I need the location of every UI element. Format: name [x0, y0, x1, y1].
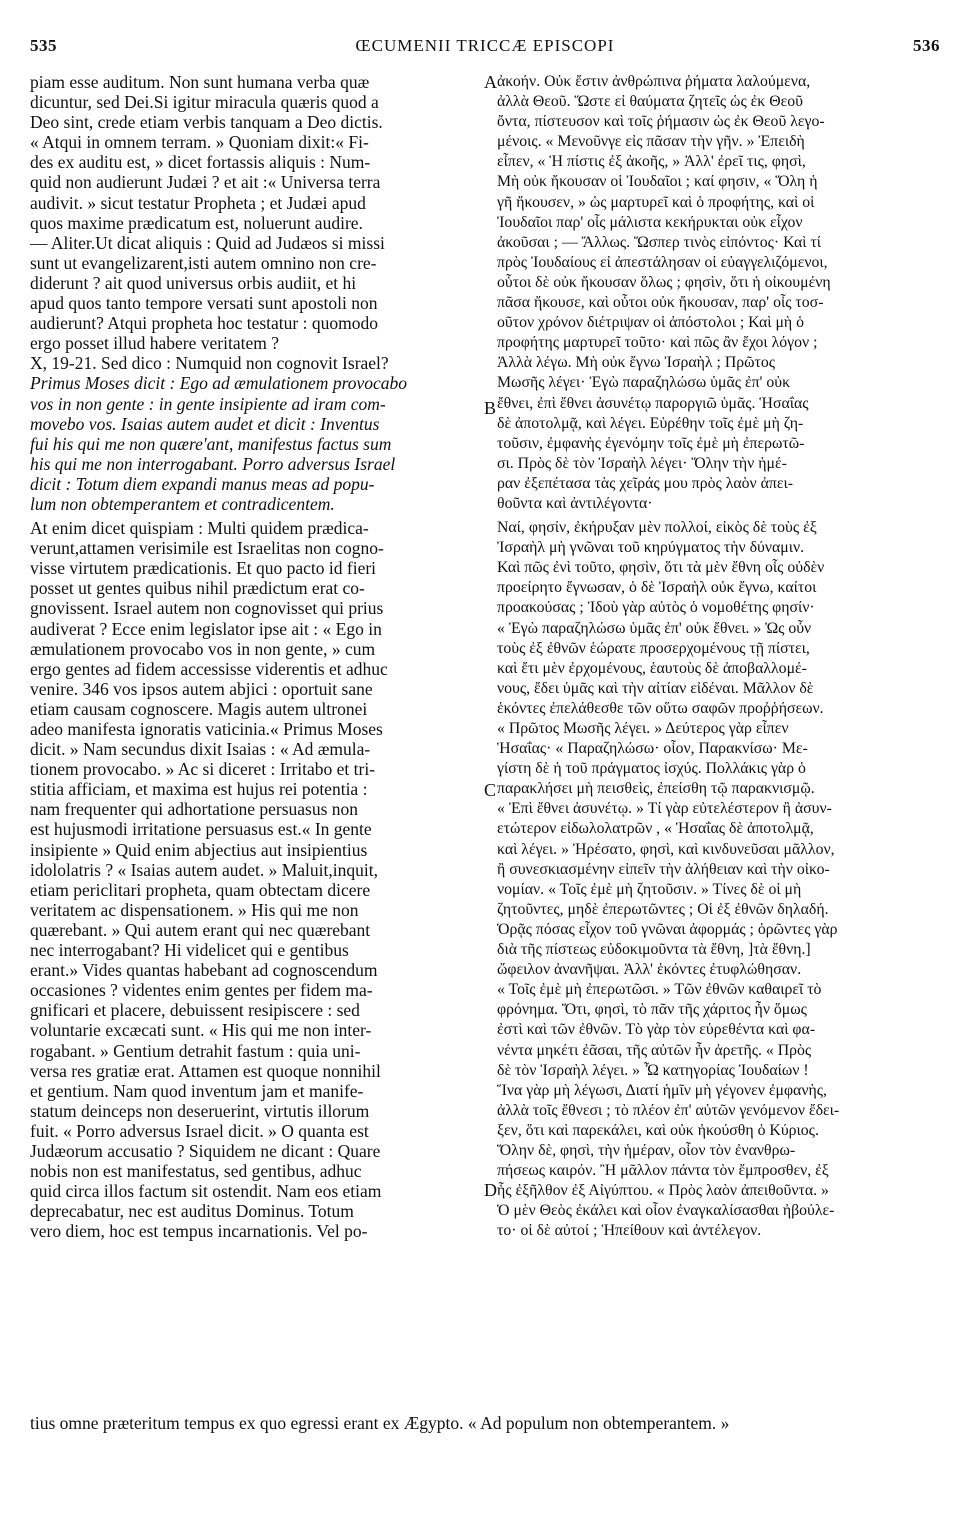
page-number-left: 535 — [30, 36, 57, 55]
text-line: insipiente » Quid enim abjectius aut insipientius — [30, 839, 368, 860]
text-line: fuit. « Porro adversus Israel dicit. » O quanta est — [30, 1120, 369, 1141]
text-line: dicit : Totum diem expandi manus meas ad popu- — [30, 473, 375, 494]
section-marker-c: C — [484, 780, 497, 800]
text-line: φρόνημα. Ὅτι, φησὶ, τὸ πᾶν τῆς χάριτος ἦν ὅμως — [497, 1001, 807, 1019]
text-line: Ἡσαΐας· « Παραζηλώσω· οἷον, Παρακνίσω· Με- — [497, 740, 808, 758]
text-line: Ἀλλὰ λέγω. Μὴ οὐκ ἔγνω Ἰσραὴλ ; Πρῶτος — [497, 354, 776, 372]
text-line: audiverat ? Ecce enim legislator ipse ait : « Ego in — [30, 618, 382, 639]
text-line: ζητοῦντες, μηδὲ ἐπερωτῶντες ; Οἱ ἐξ ἐθνῶν δηλαδή. — [497, 900, 829, 918]
text-line: At enim dicet quispiam : Multi quidem prædica- — [30, 518, 369, 539]
text-line: ἐστὶ καὶ τῶν ἐθνῶν. Τὸ γὰρ τὸν εὑρεθέντα καὶ φα- — [497, 1021, 816, 1039]
text-line: « Ἐγὼ παραζηλώσω ὑμᾶς ἐπ' οὐκ ἔθνει. » Ὡς οὖν — [497, 619, 812, 637]
text-line: Μὴ οὐκ ἤκουσαν οἱ Ἰουδαῖοι ; καί φησιν, « Ὅλη ἡ — [497, 173, 818, 191]
text-line: ἔθνει, ἐπὶ ἔθνει ἀσυνέτῳ παροργιῶ ὑμᾶς. Ἡσαΐας — [497, 394, 809, 412]
text-line: gnovissent. Israel autem non cognovisset qui prius — [30, 598, 384, 619]
section-marker-d: D — [484, 1180, 497, 1200]
text-line: — Aliter.Ut dicat aliquis : Quid ad Judæos si missi — [30, 232, 385, 253]
text-line: fui his qui me non quære'ant, manifestus factus sum — [30, 433, 392, 454]
text-line: etiam periclitari propheta, quam obtectam dicere — [30, 879, 371, 900]
text-line: προακούσας ; Ἰδοὺ γὰρ αὐτὸς ὁ νομοθέτης φησίν· — [497, 599, 815, 617]
text-line: piam esse auditum. Non sunt humana verba quæ — [30, 72, 370, 92]
text-line: diderunt ? ait quod universus orbis audiit, et hi — [30, 272, 357, 293]
text-line: ὤφειλον ἀνανῆψαι. Ἀλλ' ἑκόντες ἐτυφλώθησαν. — [497, 961, 802, 979]
text-line: quos maxime prædicatum est, noluerunt audire. — [30, 212, 363, 233]
text-line: « Τοῖς ἐμὲ μὴ ἐπερωτῶσι. » Τῶν ἐθνῶν καθαιρεῖ τὸ — [497, 981, 822, 999]
text-line: visse virtutem prædicationis. Et quo pacto id fieri — [30, 558, 377, 579]
text-line: πᾶσα ἤκουσε, καὶ οὗτοι οὐκ ἤκουσαν, παρ' οἷς τοσ- — [497, 294, 824, 312]
text-line: movebo vos. Isaias autem audet et dicit : Inventus — [30, 413, 380, 434]
text-line: vero diem, hoc est tempus incarnationis. Vel po- — [30, 1221, 368, 1242]
text-line: æmulationem provocabo vos in non gente, » cum — [30, 638, 376, 659]
text-line: Ὁρᾷς πόσας εἶχον τοῦ γνῶναι ἀφορμάς ; ὁρῶντες γὰρ — [497, 920, 838, 938]
text-line: ἀκοήν. Οὐκ ἔστιν ἀνθρώπινα ῥήματα λαλούμενα, — [497, 73, 811, 90]
text-line: « Πρῶτος Μωσῆς λέγει. » Δεύτερος γὰρ εἶπεν — [497, 720, 789, 737]
text-line: γίστη δὲ ἡ τοῦ πράγματος ἰσχύς. Πολλάκις γὰρ ὁ — [497, 760, 806, 778]
text-line: nam frequenter qui adhortatione persuasus non — [30, 799, 359, 820]
text-line: ἑκόντες ἐπελάθεσθε τῶν οὕτω σαφῶν προῤῥήσεων. — [497, 699, 824, 717]
text-line: Judæorum accusatio ? Siquidem ne dicant : Quare — [30, 1140, 381, 1161]
page-number-right: 536 — [913, 36, 940, 55]
text-line: Ὅλην δὲ, φησὶ, τὴν ἡμέραν, οἷον τὸν ἐνανθρω- — [497, 1141, 796, 1159]
text-line: ἀκοῦσαι ; — Ἄλλως. Ὥσπερ τινὸς εἰπόντος· Καὶ τί — [497, 233, 822, 251]
text-line: δὲ ἀποτολμᾷ, καὶ λέγει. Εὑρέθην τοῖς ἐμὲ μὴ ζη- — [497, 414, 804, 432]
text-line: veritatem ac dispensationem. » His qui me non — [30, 899, 359, 920]
text-line: idololatris ? « Isaias autem audet. » Maluit,inquit, — [30, 859, 378, 880]
text-line: verunt,attamen verisimile est Israelitas non cogno- — [30, 538, 384, 559]
text-line: τοῦσιν, ἐμφανὴς ἐγενόμην τοῖς ἐμὲ μὴ ἐπερωτῶ- — [497, 434, 805, 452]
text-line: νους, ἔδει ὑμᾶς καὶ τὴν αἰτίαν εἰδέναι. Μᾶλλον δὲ — [497, 679, 814, 697]
text-line: διὰ τῆς πίστεως εὐδοκιμοῦντα τὰ ἔθνη, ]τὰ ἔθνη.] — [497, 941, 811, 959]
text-line: audierunt? Atqui propheta hoc testatur : quomodo — [30, 313, 378, 334]
running-title: ŒCUMENII TRICCÆ EPISCOPI — [355, 36, 615, 55]
text-line: Ναί, φησίν, ἐκήρυξαν μὲν πολλοί, εἰκὸς δὲ τοὺς ἐξ — [497, 519, 817, 537]
text-line: το· οἱ δὲ αὐτοί ; Ἠπείθουν καὶ ἀντέλεγον. — [497, 1222, 762, 1240]
text-line: πήσεως καιρόν. Ἢ μᾶλλον πάντα τὸν ἔμπροσθεν, ἐξ — [497, 1162, 829, 1180]
text-line: οῦτον χρόνον διέτριψαν οἱ ἀπόστολοι ; Καὶ μὴ ὁ — [497, 314, 805, 332]
text-line: dicuntur, sed Dei.Si igitur miracula quæris quod a — [30, 92, 379, 113]
text-line: τοὺς ἐξ ἐθνῶν ἑώρατε προσερχομένους τῇ πίστει, — [497, 639, 810, 657]
text-line: Primus Moses dicit : Ego ad æmulationem provocabo — [30, 373, 408, 394]
text-line: his qui me non interrogabant. Porro adversus Israel — [30, 453, 396, 474]
text-line: νέντα μηκέτι ἐᾶσαι, τῆς αὐτῶν ἦν ἀρετῆς. « Πρὸς — [497, 1041, 812, 1059]
text-line: οὗτοι δὲ οὐκ ἤκουσαν ὅλως ; φησὶν, ὅτι ἡ οἰκουμένη — [497, 273, 831, 291]
text-line: ετώτερον εἰδωλολατρῶν , « Ἡσαΐας δὲ ἀποτολμᾷ, — [497, 820, 814, 838]
text-line: nec interrogabant? Hi videlicet qui e gentibus — [30, 940, 349, 961]
text-line: ξεν, ὅτι καὶ παρεκάλει, καὶ οὐκ ἠκούσθη ὁ Κύριος. — [497, 1121, 819, 1139]
text-line: occasiones ? videntes enim gentes per fidem ma- — [30, 980, 373, 1001]
text-line: quærebant. » Qui autem erant qui nec quærebant — [30, 919, 371, 940]
text-line: adeo manifesta ignoratis vaticinia.« Primus Moses — [30, 719, 383, 739]
text-line: εἶπεν, « Ἡ πίστις ἐξ ἀκοῆς, » Ἀλλ' ἐρεῖ τις, φησὶ, — [497, 153, 806, 171]
text-line: Καὶ πῶς ἐνὶ τοῦτο, φησὶν, ὅτι τὰ μὲν ἔθνη οἷς οὐδὲν — [497, 559, 825, 577]
text-line: erant.» Vides quantas habebant ad cognoscendum — [30, 960, 378, 981]
text-line: Ἵνα γὰρ μὴ λέγωσι, Διατί ἡμῖν μὴ γέγονεν ἐμφανὴς, — [497, 1081, 827, 1099]
text-line: δὲ τὸν Ἰσραὴλ λέγει. » Ὦ κατηγορίας Ἰουδαίων ! — [497, 1061, 809, 1079]
text-line: quid circa illos factum sit ostendit. Nam eos etiam — [30, 1181, 382, 1202]
text-line: ergo gentes ad fidem accessisse viderentis et adhuc — [30, 658, 388, 679]
text-line: νομίαν. « Τοῖς ἐμὲ μὴ ζητοῦσιν. » Τίνες δὲ οἱ μὴ — [497, 880, 802, 898]
text-line: Ὁ μὲν Θεὸς ἐκάλει καὶ οἷον ἐναγκαλίσασθαι ἠβούλε- — [497, 1202, 835, 1220]
text-line: quid non audierunt Judæi ? et ait :« Universa terra — [30, 172, 381, 193]
text-line: nobis non est manifestatus, sed gentibus, adhuc — [30, 1161, 362, 1182]
text-line: « Ἐπὶ ἔθνει ἀσυνέτῳ. » Τί γὰρ εὐτελέστερον ἢ ἀσυν- — [497, 800, 832, 818]
page-header — [30, 36, 940, 60]
text-line: des ex auditu est, » dicet fortassis aliquis : Num- — [30, 152, 371, 173]
text-line: ergo posset illud habere veritatem ? — [30, 333, 279, 354]
text-line: dicit. » Nam secundus dixit Isaias : « Ad æmula- — [30, 739, 371, 760]
text-line: ὄντα, πίστευσον καὶ τοῖς ῥήμασιν ὡς ἐκ Θεοῦ λεγο- — [497, 113, 825, 131]
text-line: gnificari et placere, debuissent resipiscere : sed — [30, 1000, 360, 1021]
text-line: ἀλλὰ Θεοῦ. Ὥστε εἰ θαύματα ζητεῖς ὡς ἐκ Θεοῦ — [497, 93, 803, 111]
text-line: lum non obtemperantem et contradicentem. — [30, 493, 335, 514]
text-line: venire. 346 vos ipsos autem abjici : oportuit sane — [30, 678, 373, 699]
section-marker-b: B — [484, 398, 497, 418]
text-line: audivit. » sicut testatur Propheta ; et Judæi apud — [30, 192, 366, 213]
text-line: vos in non gente : in gente insipiente ad iram com- — [30, 393, 386, 414]
bottom-full-width-line: tius omne præteritum tempus ex quo egressi erant ex Ægypto. « Ad populum non obtemperantem. » — [30, 1413, 730, 1433]
text-line: Ἰσραὴλ μὴ γνῶναι τοῦ κηρύγματος τὴν δύναμιν. — [497, 539, 805, 557]
text-line: rogabant. » Gentium detrahit fastum : quia uni- — [30, 1040, 361, 1061]
latin-column — [30, 72, 482, 1241]
text-line: καὶ λέγει. » Ἠρέσατο, φησὶ, καὶ κινδυνεῦσαι μᾶλλον, — [497, 840, 835, 858]
text-line: θοῦντα καὶ ἀντιλέγοντα· — [497, 494, 653, 512]
text-line: voluntarie excæcati sunt. « His qui me non inter- — [30, 1020, 372, 1041]
text-line: γῆ ἤκουσεν, » ὡς μαρτυρεῖ καὶ ὁ προφήτης, καὶ οἱ — [497, 193, 815, 211]
text-line: stitia afficiam, et maxima est hujus rei potentia : — [30, 779, 368, 800]
text-line: est hujusmodi irritatione persuasus est.« In gente — [30, 819, 372, 840]
text-line: etiam causam cognoscere. Magis autem ultronei — [30, 698, 368, 719]
text-line: σι. Πρὸς δὲ τὸν Ἰσραὴλ λέγει· Ὅλην τὴν ἡμέ- — [497, 454, 787, 472]
text-line: προφήτης μαρτυρεῖ τοῦτο· καὶ πῶς ἂν ἔχοι λόγον ; — [497, 334, 818, 352]
text-line: Ἰουδαῖοι παρ' οἷς μάλιστα κεκήρυκται οὐκ εἶχον — [497, 213, 803, 231]
text-line: tionem provocabo. » Ac si diceret : Irritabo et tri- — [30, 759, 376, 780]
text-line: versa res gratiæ erat. Attamen est quoque nonnihil — [30, 1060, 381, 1081]
text-line: παρακλήσει μὴ πεισθεὶς, ἐπείσθη τῷ παρακνισμῷ. — [497, 780, 815, 798]
text-line: statum deinceps non deseruerint, virtutis illorum — [30, 1100, 370, 1121]
text-line: apud quos tanto tempore versati sunt apostoli non — [30, 293, 378, 314]
text-line: X, 19-21. Sed dico : Numquid non cognovit Israel? — [30, 353, 389, 374]
text-line: Μωσῆς λέγει· Ἐγὼ παραζηλώσω ὑμᾶς ἐπ' οὐκ — [497, 374, 791, 392]
text-line: ἢ συνεσκιασμένην εἰπεῖν τὴν ἀλήθειαν καὶ τὴν οἰκο- — [497, 860, 830, 878]
text-line: μένοις. « Μενοῦνγε εἰς πᾶσαν τὴν γῆν. » Ἐπειδὴ — [497, 133, 805, 151]
text-line: sunt ut evangelizarent,isti autem omnino non cre- — [30, 252, 377, 273]
text-line: posset ut gentes quibus nihil prædictum erat co- — [30, 578, 365, 599]
section-marker-a: A — [484, 72, 497, 92]
text-line: ραν ἐξεπέτασα τὰς χεῖράς μου πρὸς λαὸν ἀπει- — [497, 474, 794, 492]
text-line: καὶ ἔτι μὲν ἐρχομένους, ἑαυτοὺς δὲ ἀποβαλλομέ- — [497, 659, 807, 677]
text-line: Deo sint, crede etiam verbis tanquam a Deo dictis. — [30, 112, 383, 133]
text-line: deprecabatur, nec est auditus Dominus. Totum — [30, 1201, 354, 1222]
text-line: προείρητο ἔγνωσαν, ὁ δὲ Ἰσραὴλ οὐκ ἔγνω, καίτοι — [497, 579, 817, 597]
text-line: πρὸς Ἰουδαίους εἰ ἀπεστάλησαν οἱ εὐαγγελιζόμενοι, — [497, 253, 828, 271]
text-line: ἧς ἐξῆλθον ἐξ Αἰγύπτου. « Πρὸς λαὸν ἀπειθοῦντα. » — [497, 1182, 829, 1200]
text-line: et gentium. Nam quod inventum jam et manife- — [30, 1080, 364, 1101]
greek-column — [497, 72, 942, 1241]
text-line: « Atqui in omnem terram. » Quoniam dixit:« Fi- — [30, 132, 369, 153]
text-line: ἀλλὰ τοῖς ἔθνεσι ; τὸ πλέον ἐπ' αὐτῶν γενόμενον ἔδει- — [497, 1101, 840, 1119]
